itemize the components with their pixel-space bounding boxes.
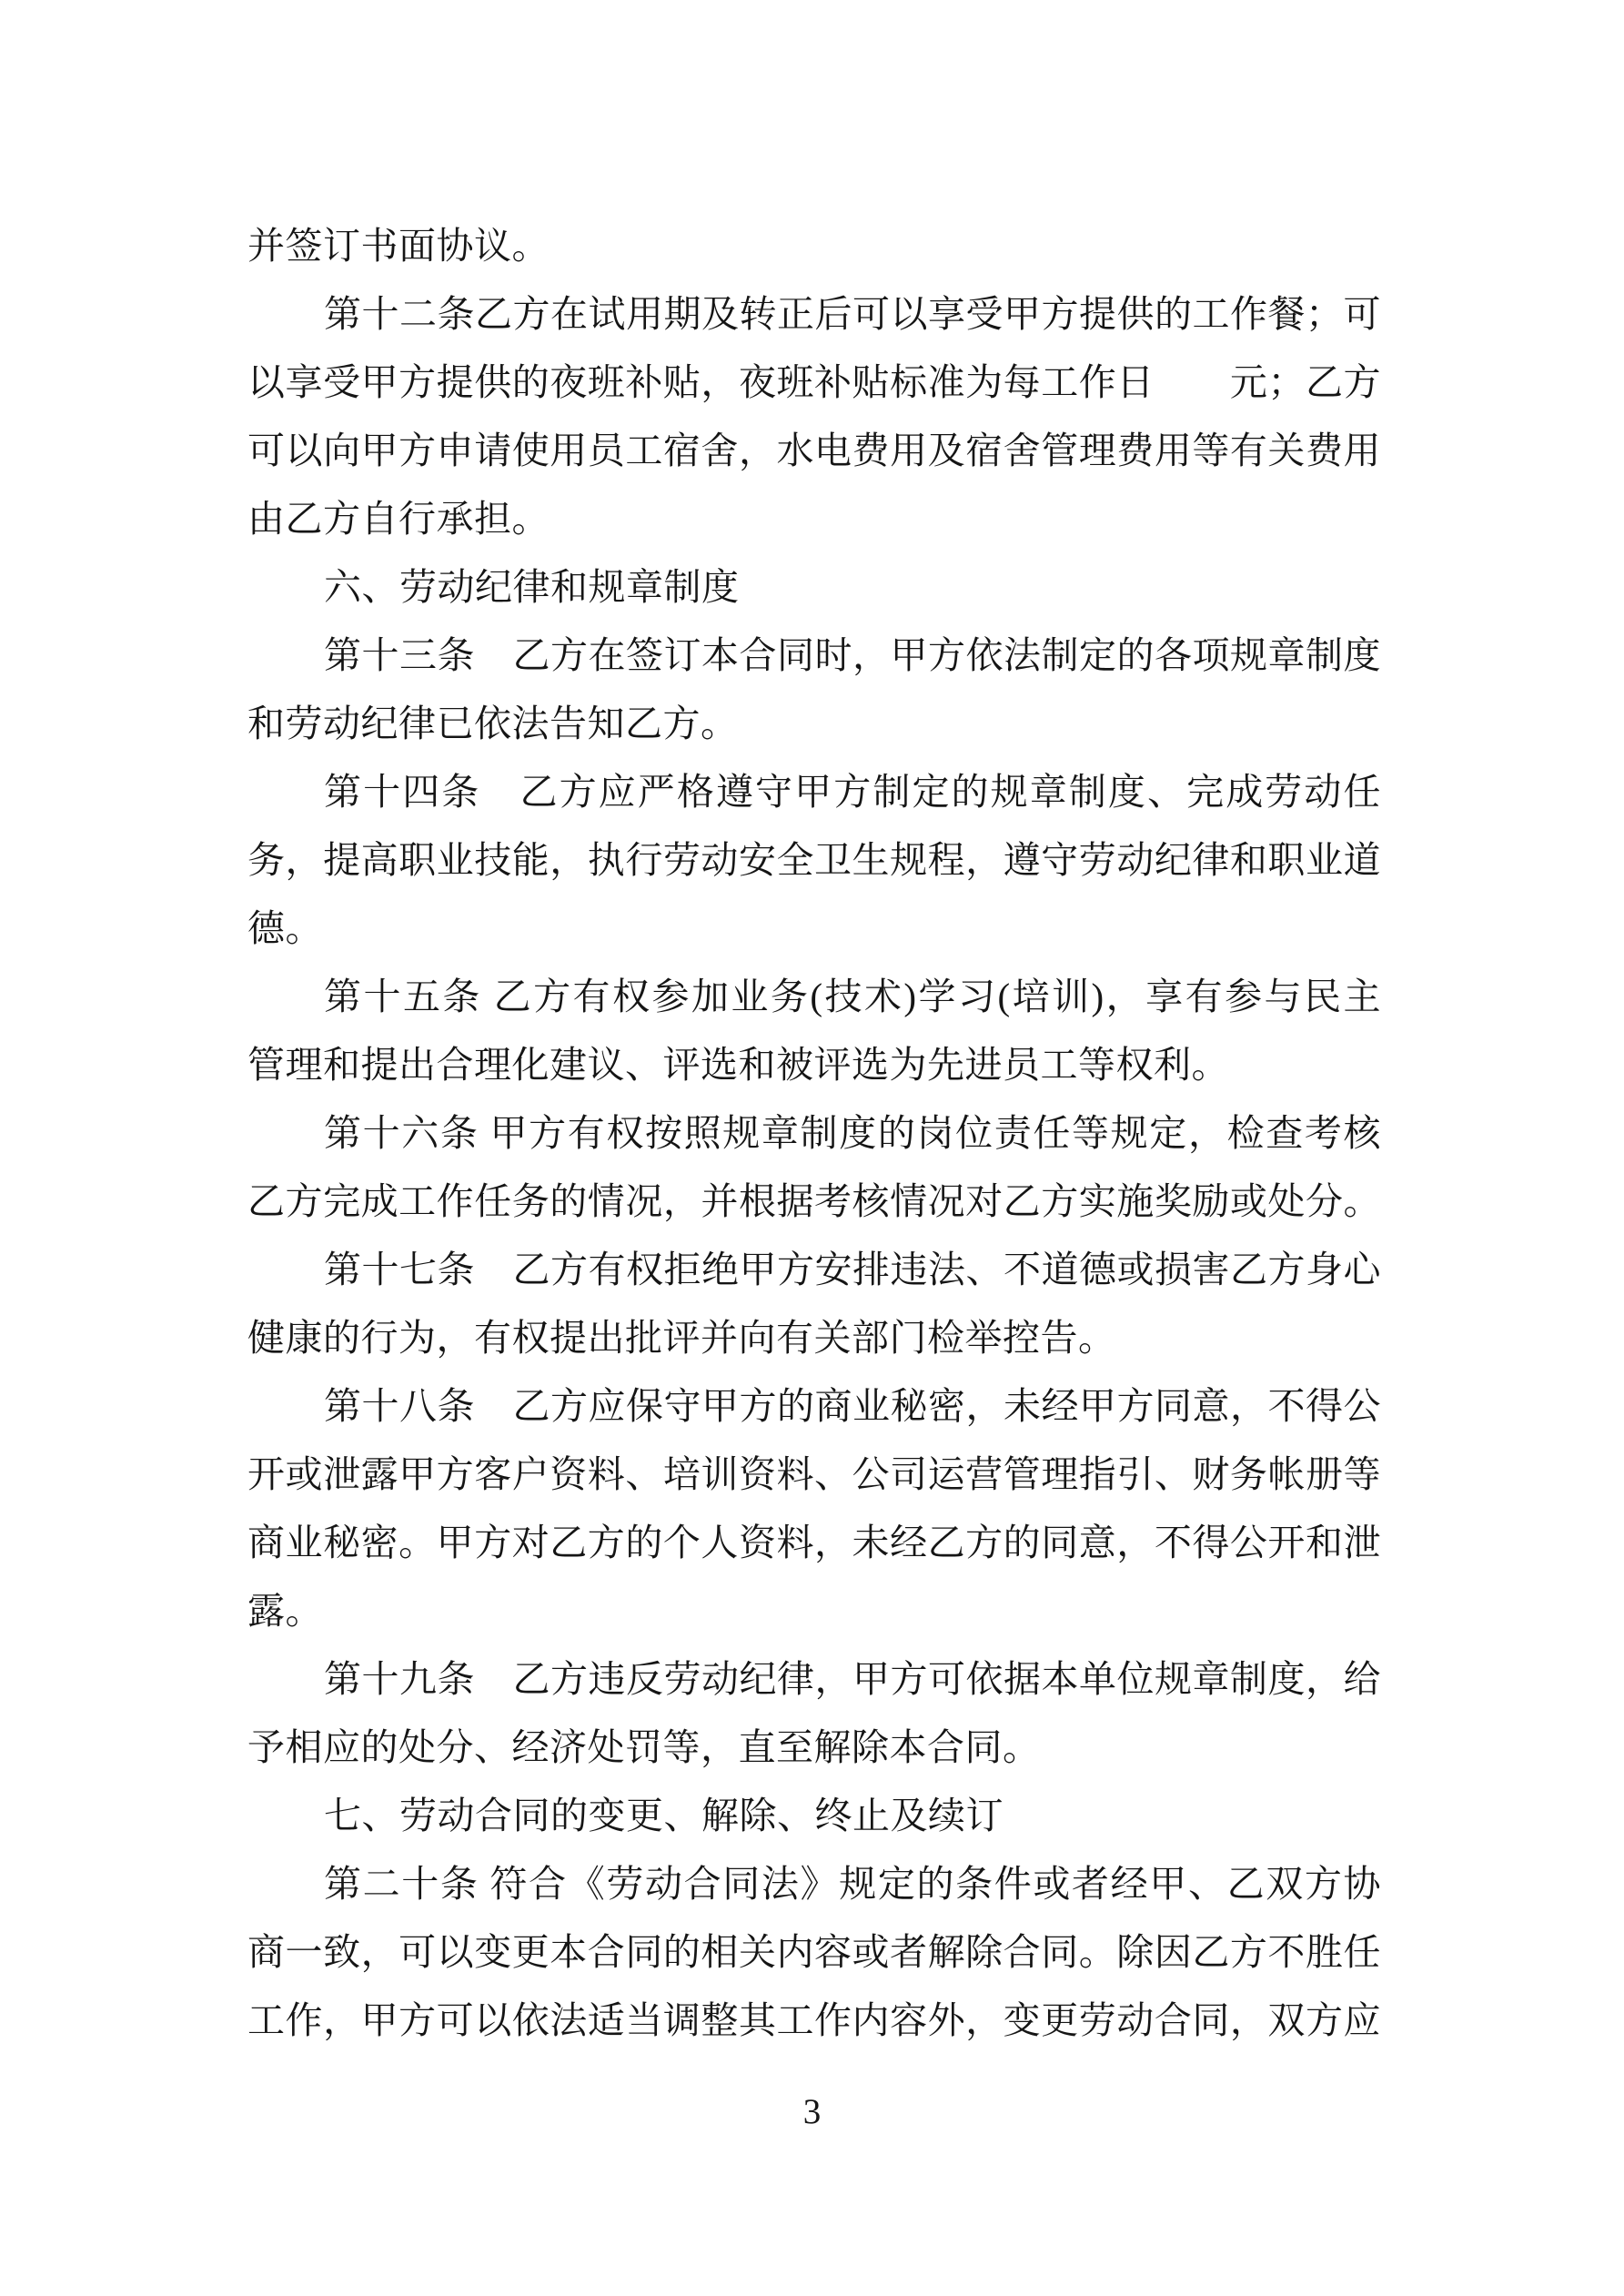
text-line: 第十七条 乙方有权拒绝甲方安排违法、不道德或损害乙方身心 — [324, 1249, 1381, 1290]
text-line: 商一致，可以变更本合同的相关内容或者解除合同。除因乙方不胜任 — [247, 1931, 1381, 1973]
page-number: 3 — [802, 2092, 822, 2131]
text-line: 工作，甲方可以依法适当调整其工作内容外，变更劳动合同，双方应 — [247, 1999, 1381, 2041]
text-line: 商业秘密。甲方对乙方的个人资料，未经乙方的同意，不得公开和泄 — [247, 1522, 1381, 1563]
text-line: 开或泄露甲方客户资料、培训资料、公司运营管理指引、财务帐册等 — [247, 1453, 1381, 1495]
text-line: 第十九条 乙方违反劳动纪律，甲方可依据本单位规章制度，给 — [324, 1658, 1381, 1700]
contract-text-block — [247, 212, 1381, 2055]
text-line: 可以向甲方申请使用员工宿舍，水电费用及宿舍管理费用等有关费用 — [247, 430, 1381, 471]
text-line: 第十六条 甲方有权按照规章制度的岗位责任等规定，检查考核 — [324, 1112, 1381, 1154]
text-line: 露。 — [247, 1590, 323, 1632]
text-line: 第十二条乙方在试用期及转正后可以享受甲方提供的工作餐；可 — [324, 293, 1381, 335]
text-line: 予相应的处分、经济处罚等，直至解除本合同。 — [247, 1726, 1041, 1768]
text-line: 第十五条 乙方有权参加业务(技术)学习(培训)，享有参与民主 — [324, 976, 1381, 1017]
text-line: 由乙方自行承担。 — [247, 498, 550, 540]
text-line: 德。 — [247, 907, 323, 949]
text-line: 以享受甲方提供的夜班补贴，夜班补贴标准为每工作日 元；乙方 — [247, 361, 1381, 403]
text-line: 健康的行为，有权提出批评并向有关部门检举控告。 — [247, 1317, 1116, 1359]
text-line: 第十四条 乙方应严格遵守甲方制定的规章制度、完成劳动任 — [324, 771, 1381, 813]
text-line: 第十三条 乙方在签订本合同时，甲方依法制定的各项规章制度 — [324, 634, 1381, 676]
text-line: 和劳动纪律已依法告知乙方。 — [247, 703, 739, 744]
text-line: 务，提高职业技能，执行劳动安全卫生规程，遵守劳动纪律和职业道 — [247, 839, 1381, 881]
text-line: 第二十条 符合《劳动合同法》规定的条件或者经甲、乙双方协 — [324, 1863, 1381, 1905]
text-line: 第十八条 乙方应保守甲方的商业秘密，未经甲方同意，不得公 — [324, 1385, 1381, 1427]
section-heading: 六、劳动纪律和规章制度 — [324, 566, 740, 608]
text-line: 并签订书面协议。 — [247, 225, 550, 267]
section-heading: 七、劳动合同的变更、解除、终止及续订 — [324, 1795, 1004, 1836]
text-line: 管理和提出合理化建议、评选和被评选为先进员工等权利。 — [247, 1044, 1229, 1086]
text-line: 乙方完成工作任务的情况，并根据考核情况对乙方实施奖励或处分。 — [247, 1180, 1381, 1222]
